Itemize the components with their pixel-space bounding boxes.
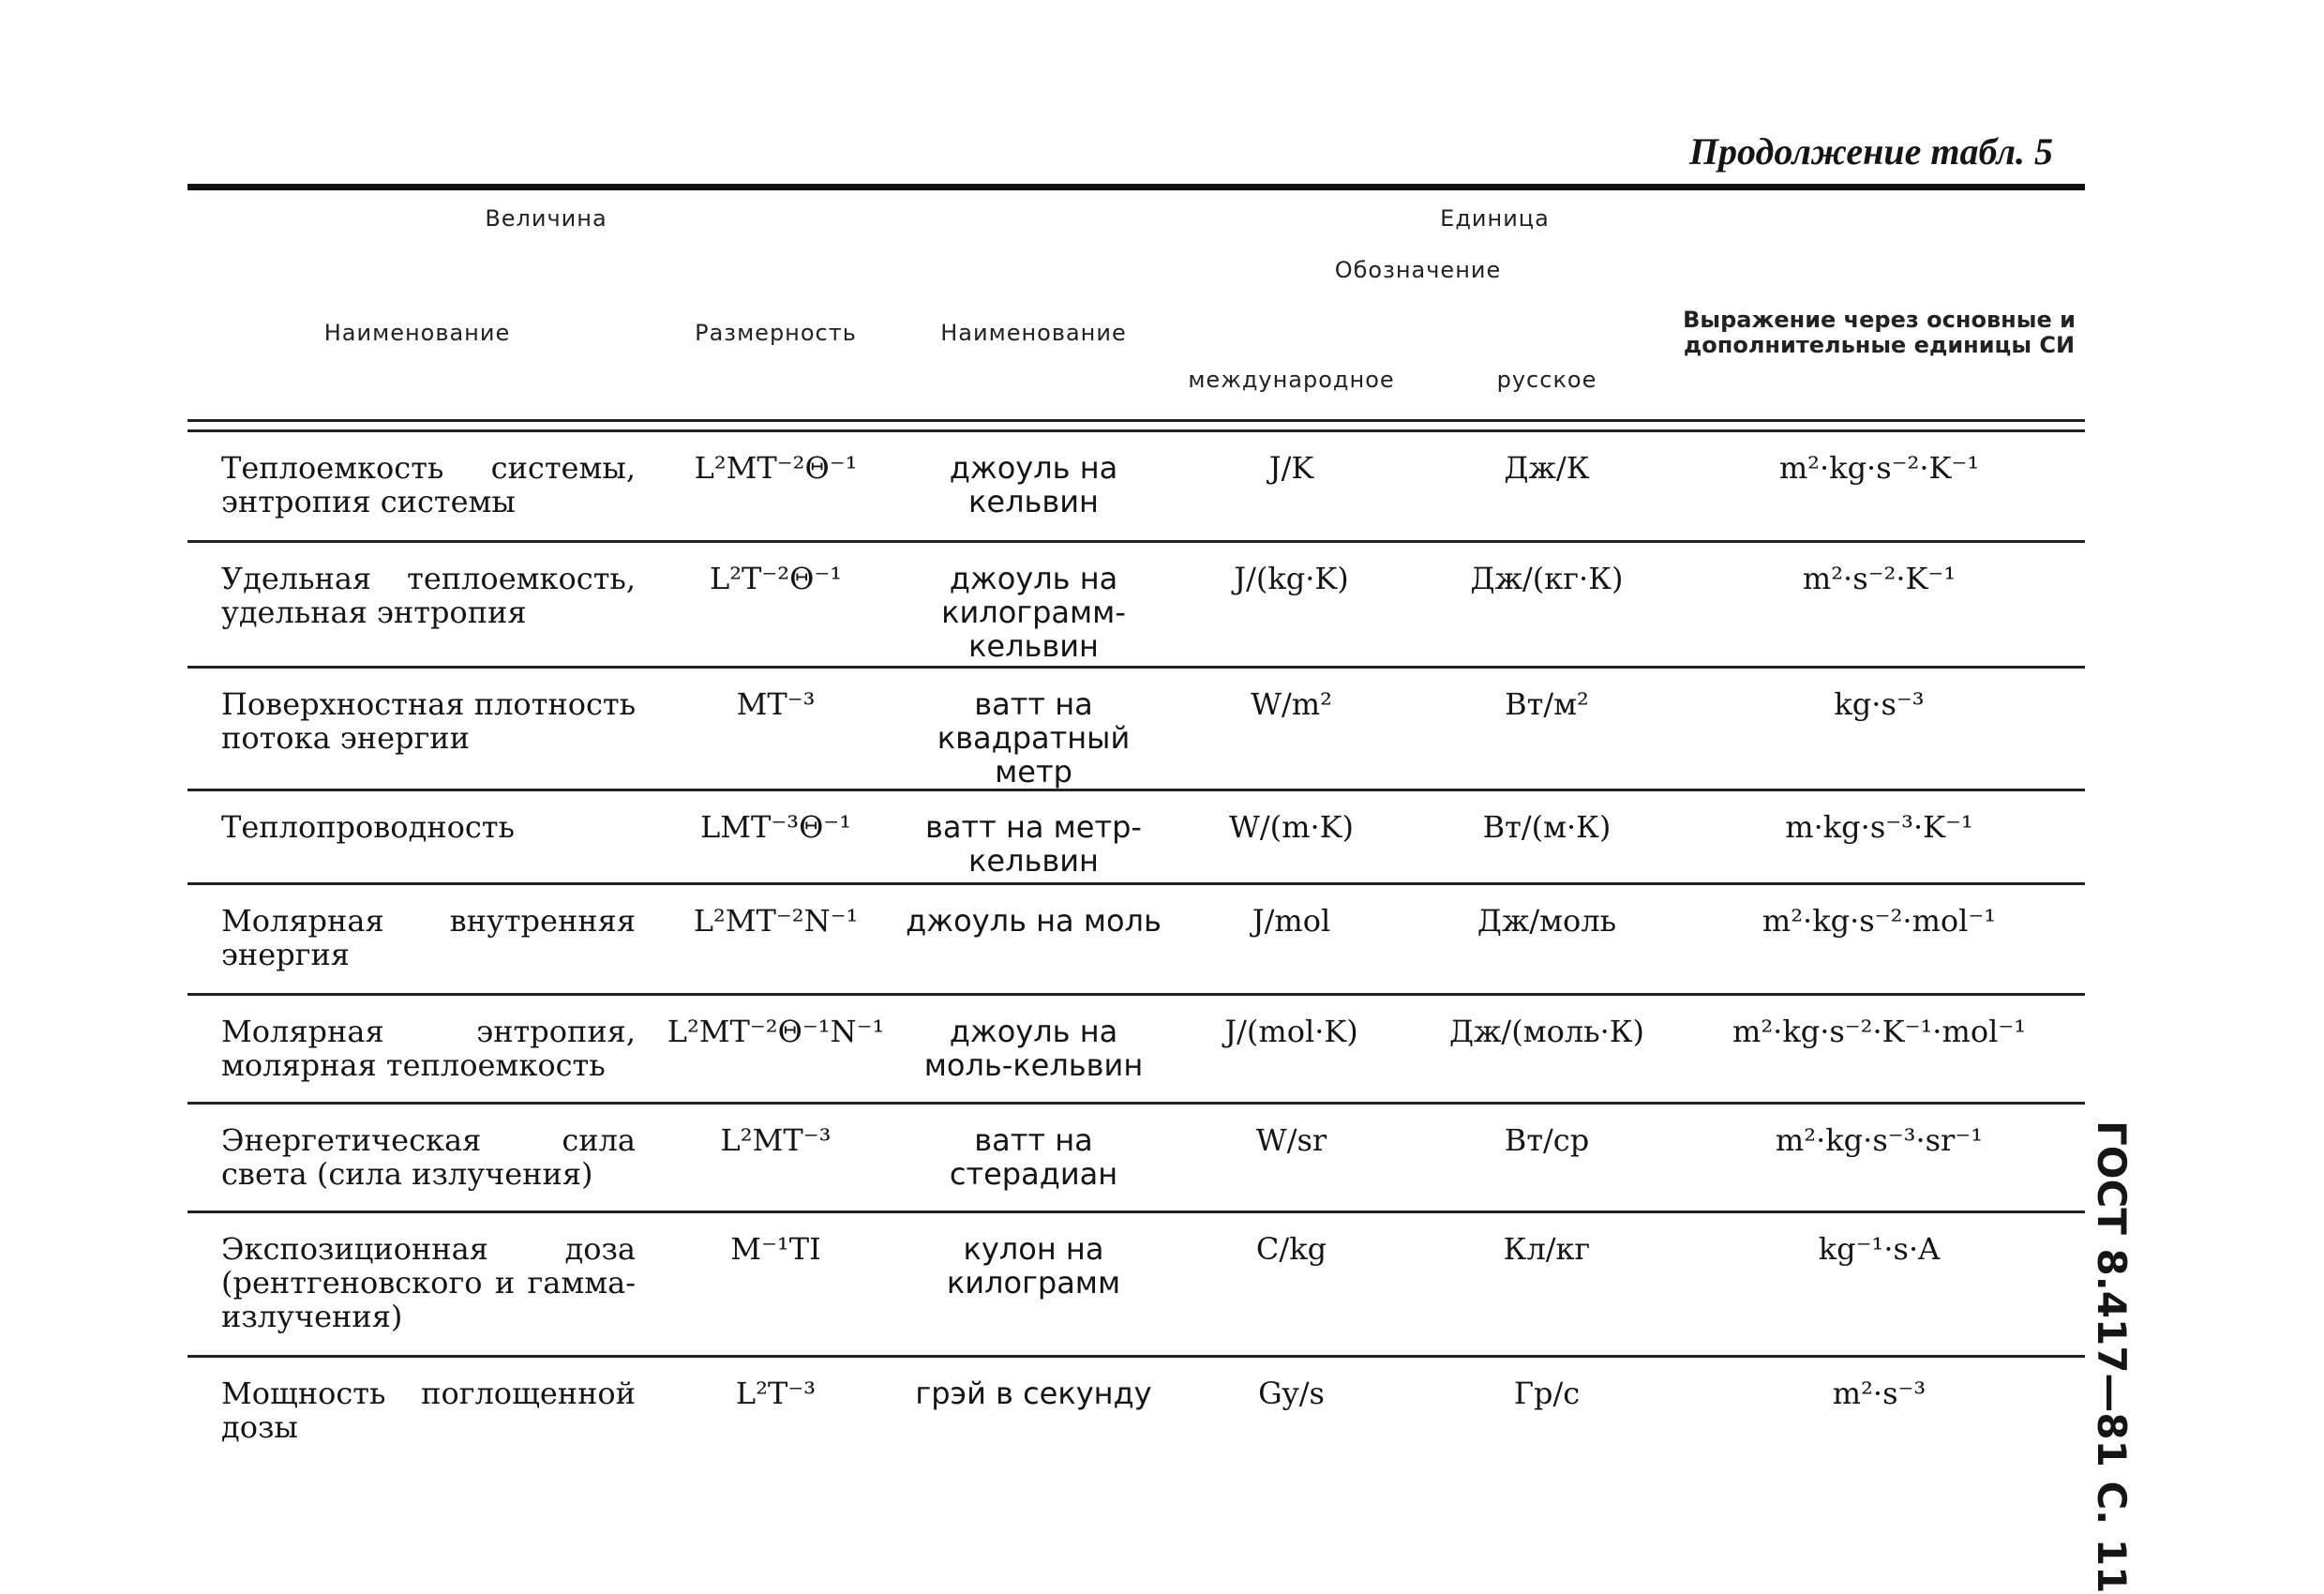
russian-symbol-cell: Дж/(кг·К) bbox=[1420, 542, 1673, 668]
header-dimension: Размерность bbox=[695, 320, 857, 346]
russian-symbol-cell: Вт/ср bbox=[1420, 1104, 1673, 1212]
si-expression-cell: m²·kg·s⁻³·sr⁻¹ bbox=[1673, 1104, 2085, 1212]
international-symbol-cell: J/(mol·K) bbox=[1162, 995, 1420, 1104]
quantity-name-cell: Молярная энтропия, молярная теплоемкость bbox=[187, 995, 647, 1104]
table-row bbox=[187, 431, 2085, 542]
quantity-name-cell: Удельная теплоемкость, удельная энтропия bbox=[187, 542, 647, 668]
dimension-cell: L²MT⁻³ bbox=[647, 1104, 905, 1212]
unit-name-cell: джоуль на килограмм-кельвин bbox=[905, 542, 1162, 668]
header-designation: Обозначение bbox=[1334, 257, 1502, 283]
dimension-cell: L²MT⁻²Θ⁻¹ bbox=[647, 431, 905, 542]
quantity-name-cell: Экспозиционная доза (рентгеновского и гамма-излучения) bbox=[187, 1212, 647, 1357]
russian-symbol-cell: Вт/м² bbox=[1420, 668, 1673, 790]
units-table bbox=[187, 184, 2085, 1484]
russian-symbol-cell: Гр/с bbox=[1513, 1376, 1581, 1411]
unit-name-cell: ватт на квадратный метр bbox=[905, 668, 1162, 790]
unit-name-cell: кулон на килограмм bbox=[905, 1212, 1162, 1357]
international-symbol-cell: W/m² bbox=[1162, 668, 1420, 790]
quantity-name-cell: Поверхностная плотность потока энергии bbox=[187, 668, 647, 790]
table-body bbox=[187, 431, 2085, 1484]
international-symbol-cell: J/mol bbox=[1162, 884, 1420, 995]
international-symbol-cell: Gy/s bbox=[1258, 1376, 1325, 1411]
header-quantity: Величина bbox=[485, 205, 607, 232]
unit-name-cell: джоуль на моль bbox=[905, 884, 1162, 995]
si-expression-cell: m²·s⁻³ bbox=[1832, 1376, 1927, 1411]
unit-name-cell: ватт на метр-кельвин bbox=[905, 790, 1162, 884]
quantity-name-cell: Молярная внутренняя энергия bbox=[187, 884, 647, 995]
unit-name-cell: ватт на стерадиан bbox=[905, 1104, 1162, 1212]
header-double-rule bbox=[187, 421, 2085, 431]
dimension-cell: L²T⁻²Θ⁻¹ bbox=[647, 542, 905, 668]
quantity-name-cell: Мощность поглощенной дозы bbox=[221, 1376, 636, 1445]
dimension-cell: M⁻¹TI bbox=[647, 1212, 905, 1357]
unit-name-cell: джоуль на кельвин bbox=[905, 431, 1162, 542]
header-unit: Единица bbox=[1440, 205, 1550, 232]
table-header bbox=[187, 188, 2085, 431]
header-unit-name: Наименование bbox=[940, 320, 1127, 346]
russian-symbol-cell: Дж/(моль·К) bbox=[1420, 995, 1673, 1104]
dimension-cell: L²T⁻³ bbox=[735, 1376, 817, 1411]
unit-name-cell: джоуль на моль-кельвин bbox=[905, 995, 1162, 1104]
dimension-cell: L²MT⁻²N⁻¹ bbox=[647, 884, 905, 995]
header-quantity-name: Наименование bbox=[323, 320, 511, 346]
header-russian: русское bbox=[1496, 367, 1597, 393]
quantity-name-cell: Теплопроводность bbox=[187, 790, 647, 884]
international-symbol-cell: J/(kg·K) bbox=[1162, 542, 1420, 668]
dimension-cell: LMT⁻³Θ⁻¹ bbox=[647, 790, 905, 884]
table-row bbox=[187, 1357, 2085, 1484]
table-row bbox=[187, 542, 2085, 668]
standard-page-code: ГОСТ 8.417—81 С. 11 bbox=[2089, 1120, 2135, 1594]
dimension-cell: MT⁻³ bbox=[647, 668, 905, 790]
russian-symbol-cell: Дж/моль bbox=[1420, 884, 1673, 995]
header-international: международное bbox=[1188, 367, 1395, 393]
si-expression-cell: kg⁻¹·s·A bbox=[1673, 1212, 2085, 1357]
russian-symbol-cell: Дж/К bbox=[1420, 431, 1673, 542]
si-expression-cell: m²·kg·s⁻²·mol⁻¹ bbox=[1673, 884, 2085, 995]
si-expression-cell: m²·kg·s⁻²·K⁻¹·mol⁻¹ bbox=[1673, 995, 2085, 1104]
header-expression: Выражение через основные и дополнительные единицы СИ bbox=[1683, 307, 2076, 358]
russian-symbol-cell: Вт/(м·К) bbox=[1420, 790, 1673, 884]
si-expression-cell: m²·kg·s⁻²·K⁻¹ bbox=[1673, 431, 2085, 542]
table-row bbox=[187, 790, 2085, 884]
table-row bbox=[187, 1104, 2085, 1212]
international-symbol-cell: C/kg bbox=[1162, 1212, 1420, 1357]
international-symbol-cell: J/K bbox=[1162, 431, 1420, 542]
table-continuation-caption: Продолжение табл. 5 bbox=[1688, 130, 2053, 173]
table-row bbox=[187, 668, 2085, 790]
si-expression-cell: m²·s⁻²·K⁻¹ bbox=[1673, 542, 2085, 668]
table-row bbox=[187, 995, 2085, 1104]
quantity-name-cell: Теплоемкость системы, энтропия системы bbox=[187, 431, 647, 542]
table-row bbox=[187, 1212, 2085, 1357]
international-symbol-cell: W/(m·K) bbox=[1162, 790, 1420, 884]
table-row bbox=[187, 884, 2085, 995]
dimension-cell: L²MT⁻²Θ⁻¹N⁻¹ bbox=[647, 995, 905, 1104]
si-expression-cell: kg·s⁻³ bbox=[1673, 668, 2085, 790]
international-symbol-cell: W/sr bbox=[1162, 1104, 1420, 1212]
unit-name-cell: грэй в секунду bbox=[915, 1376, 1152, 1411]
si-expression-cell: m·kg·s⁻³·K⁻¹ bbox=[1673, 790, 2085, 884]
russian-symbol-cell: Кл/кг bbox=[1420, 1212, 1673, 1357]
quantity-name-cell: Энергетическая сила света (сила излучения) bbox=[187, 1104, 647, 1212]
